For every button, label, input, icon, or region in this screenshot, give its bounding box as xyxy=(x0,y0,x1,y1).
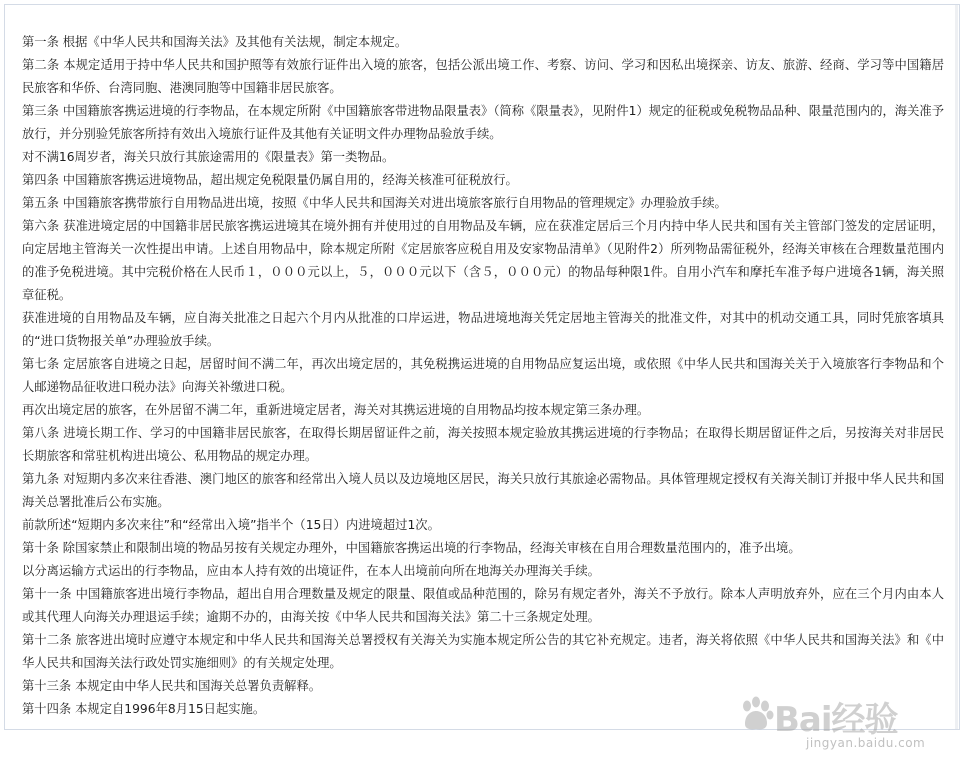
article-10: 第十条 除国家禁止和限制出境的物品另按有关规定办理外，中国籍旅客携运出境的行李物品，经海关审核在自用合理数量范围内的，准予出境。 xyxy=(22,541,801,555)
article-5: 第五条 中国籍旅客携带旅行自用物品进出境，按照《中华人民共和国海关对进出境旅客旅行自用物品的管理规定》办理验放手续。 xyxy=(22,196,727,210)
article-7: 第七条 定居旅客自进境之日起，居留时间不满二年，再次出境定居的，其免税携运进境的自用物品应复运出境，或依照《中华人民共和国海关关于入境旅客行李物品和个人邮递物品征收进口税办法》向海关补缴进口税。 xyxy=(22,357,944,394)
article-9: 第九条 对短期内多次来往香港、澳门地区的旅客和经常出入境人员以及边境地区居民，海关只放行其旅途必需物品。具体管理规定授权有关海关制订并报中华人民共和国海关总署批准后公布实施。 xyxy=(22,472,944,509)
article-3: 第三条 中国籍旅客携运进境的行李物品，在本规定所附《中国籍旅客带进物品限量表》（简称《限量表》，见附件1）规定的征税或免税物品品种、限量范围内的，海关准予放行，并分别验凭旅客所持有效出入境旅行证件及其他有关证明文件办理物品验放手续。 xyxy=(22,104,944,141)
article-7-note: 再次出境定居的旅客，在外居留不满二年，重新进境定居者，海关对其携运进境的自用物品均按本规定第三条办理。 xyxy=(22,403,650,417)
article-1: 第一条 根据《中华人民共和国海关法》及其他有关法规，制定本规定。 xyxy=(22,35,408,49)
document-frame xyxy=(4,4,960,730)
article-4: 第四条 中国籍旅客携运进境物品，超出规定免税限量仍属自用的，经海关核准可征税放行。 xyxy=(22,173,518,187)
article-9-note: 前款所述“短期内多次来往”和“经常出入境”指半个（15日）内进境超过1次。 xyxy=(22,518,440,532)
regulation-text xyxy=(22,31,944,721)
article-8: 第八条 进境长期工作、学习的中国籍非居民旅客，在取得长期居留证件之前，海关按照本规定验放其携运进境的行李物品；在取得长期居留证件之后，另按海关对非居民长期旅客和常驻机构进出境公、私用物品的规定办理。 xyxy=(22,426,944,463)
article-2: 第二条 本规定适用于持中华人民共和国护照等有效旅行证件出入境的旅客，包括公派出境工作、考察、访问、学习和因私出境探亲、访友、旅游、经商、学习等中国籍居民旅客和华侨、台湾同胞、港澳同胞等中国籍非居民旅客。 xyxy=(22,58,944,95)
article-6: 第六条 获准进境定居的中国籍非居民旅客携运进境其在境外拥有并使用过的自用物品及车辆，应在获准定居后三个月内持中华人民共和国有关主管部门签发的定居证明，向定居地主管海关一次性提出申请。上述自用物品中，除本规定所附《定居旅客应税自用及安家物品清单》（见附件2）所列物品需征税外，经海关审核在合理数量范围内的准予免税进境。其中完税价格在人民币１，０００元以上，５，０００元以下（含５，０００元）的物品每种限1件。自用小汽车和摩托车准予每户进境各1辆，海关照章征税。 xyxy=(22,219,944,302)
scrollbar[interactable] xyxy=(955,5,958,729)
article-13: 第十三条 本规定由中华人民共和国海关总署负责解释。 xyxy=(22,679,322,693)
article-11: 第十一条 中国籍旅客进出境行李物品，超出自用合理数量及规定的限量、限值或品种范围的，除另有规定者外，海关不予放行。除本人声明放弃外，应在三个月内由本人或其代理人向海关办理退运手续；逾期不办的，由海关按《中华人民共和国海关法》第二十三条规定处理。 xyxy=(22,587,944,624)
watermark-brand: Bai经验 xyxy=(774,700,898,740)
watermark-site: jingyan.baidu.com xyxy=(806,736,926,750)
article-6-note: 获准进境的自用物品及车辆，应自海关批准之日起六个月内从批准的口岸运进，物品进境地海关凭定居地主管海关的批准文件，对其中的机动交通工具，同时凭旅客填具的“进口货物报关单”办理验放手续。 xyxy=(22,311,944,348)
article-12: 第十二条 旅客进出境时应遵守本规定和中华人民共和国海关总署授权有关海关为实施本规定所公告的其它补充规定。违者，海关将依照《中华人民共和国海关法》和《中华人民共和国海关法行政处罚实施细则》的有关规定处理。 xyxy=(22,633,944,670)
article-14: 第十四条 本规定自1996年8月15日起实施。 xyxy=(22,702,266,716)
article-3-note: 对不满16周岁者，海关只放行其旅途需用的《限量表》第一类物品。 xyxy=(22,150,395,164)
article-10-note: 以分离运输方式运出的行李物品，应由本人持有效的出境证件，在本人出境前向所在地海关办理海关手续。 xyxy=(22,564,600,578)
